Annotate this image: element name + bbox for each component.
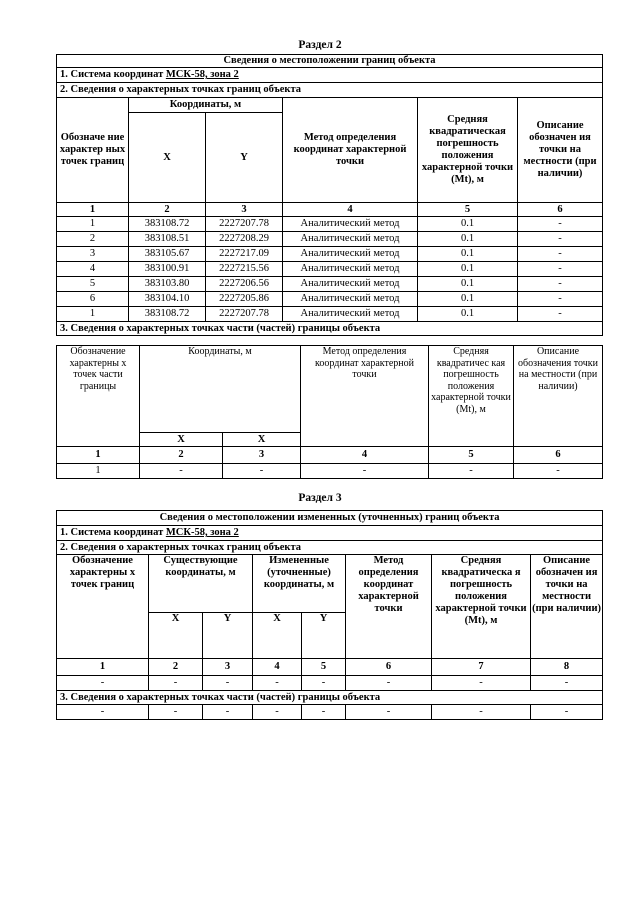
col-y-changed: Y	[302, 613, 346, 659]
col-method: Метод определения координат характерной точки	[283, 98, 418, 203]
part-column-numbers-row: 1 2 3 4 5 6	[57, 447, 603, 464]
section2-header: Сведения о местоположении границ объекта	[57, 55, 603, 68]
part-col-x1: X	[140, 433, 223, 447]
table-row: 5 383103.80 2227206.56 Аналитический метод 0.1 -	[57, 277, 603, 292]
column-numbers-row: 1 2 3 4 5 6 7 8	[57, 659, 603, 676]
col-error: Средняя квадратическая погрешность положения характерной точки (Mt), м	[418, 98, 518, 203]
part-col-method: Метод определения координат характерной точки	[301, 346, 429, 447]
part-col-coordinates: Координаты, м	[140, 346, 301, 433]
section3-title: Раздел 3	[298, 492, 342, 504]
col-error: Средняя квадратическа я погрешность положения характерной точки (Mt), м	[432, 555, 531, 659]
column-numbers-row: 1 2 3 4 5 6	[57, 203, 603, 217]
table-row: 4 383100.91 2227215.56 Аналитический метод 0.1 -	[57, 262, 603, 277]
part-points-heading: 3. Сведения о характерных точках части (частей) границы объекта	[57, 691, 603, 705]
part-col-error: Средняя квадратичес кая погрешность положения характерной точки (Mt), м	[429, 346, 514, 447]
col-y: Y	[206, 113, 283, 203]
col-x-existing: X	[149, 613, 203, 659]
col-changed-coordinates: Измененные (уточненные) координаты, м	[253, 555, 346, 613]
col-x: X	[129, 113, 206, 203]
boundary-points-heading: 2. Сведения о характерных точках границ объекта	[57, 541, 603, 555]
table-row: - - - - - - - -	[57, 676, 603, 691]
col-designation: Обозначе ние характер ных точек границ	[57, 98, 129, 203]
boundary-points-heading: 2. Сведения о характерных точках границ объекта	[57, 83, 603, 98]
table-row: 1 - - - - -	[57, 464, 603, 479]
col-y-existing: Y	[203, 613, 253, 659]
table-row: 3 383105.67 2227217.09 Аналитический метод 0.1 -	[57, 247, 603, 262]
col-method: Метод определения координат характерной точки	[346, 555, 432, 659]
table-row: 1 383108.72 2227207.78 Аналитический метод 0.1 -	[57, 217, 603, 232]
section2-table	[56, 54, 603, 336]
table-row: - - - - - - - -	[57, 705, 603, 720]
part-col-x2: X	[223, 433, 301, 447]
part-col-description: Описание обозначения точки на местности (при наличии)	[514, 346, 603, 447]
col-description: Описание обозначен ия точки на местности (при наличии)	[531, 555, 603, 659]
part-points-heading: 3. Сведения о характерных точках части (частей) границы объекта	[57, 322, 603, 336]
col-description: Описание обозначен ия точки на местности (при наличии)	[518, 98, 603, 203]
section3-table	[56, 510, 603, 720]
col-x-changed: X	[253, 613, 302, 659]
section3-header: Сведения о местоположении измененных (уточненных) границ объекта	[57, 511, 603, 526]
table-row: 1 383108.72 2227207.78 Аналитический метод 0.1 -	[57, 307, 603, 322]
table-row: 6 383104.10 2227205.86 Аналитический метод 0.1 -	[57, 292, 603, 307]
coordinate-system-row: 1. Система координат МСК-58, зона 2	[57, 68, 603, 83]
col-designation: Обозначение характерны х точек границ	[57, 555, 149, 659]
coordinate-system-row: 1. Система координат МСК-58, зона 2	[57, 526, 603, 541]
section2-title: Раздел 2	[298, 39, 342, 51]
section2-part-table	[56, 345, 603, 479]
col-existing-coordinates: Существующие координаты, м	[149, 555, 253, 613]
col-coordinates: Координаты, м	[129, 98, 283, 113]
table-row: 2 383108.51 2227208.29 Аналитический метод 0.1 -	[57, 232, 603, 247]
part-col-designation: Обозначение характерны х точек части границы	[57, 346, 140, 447]
